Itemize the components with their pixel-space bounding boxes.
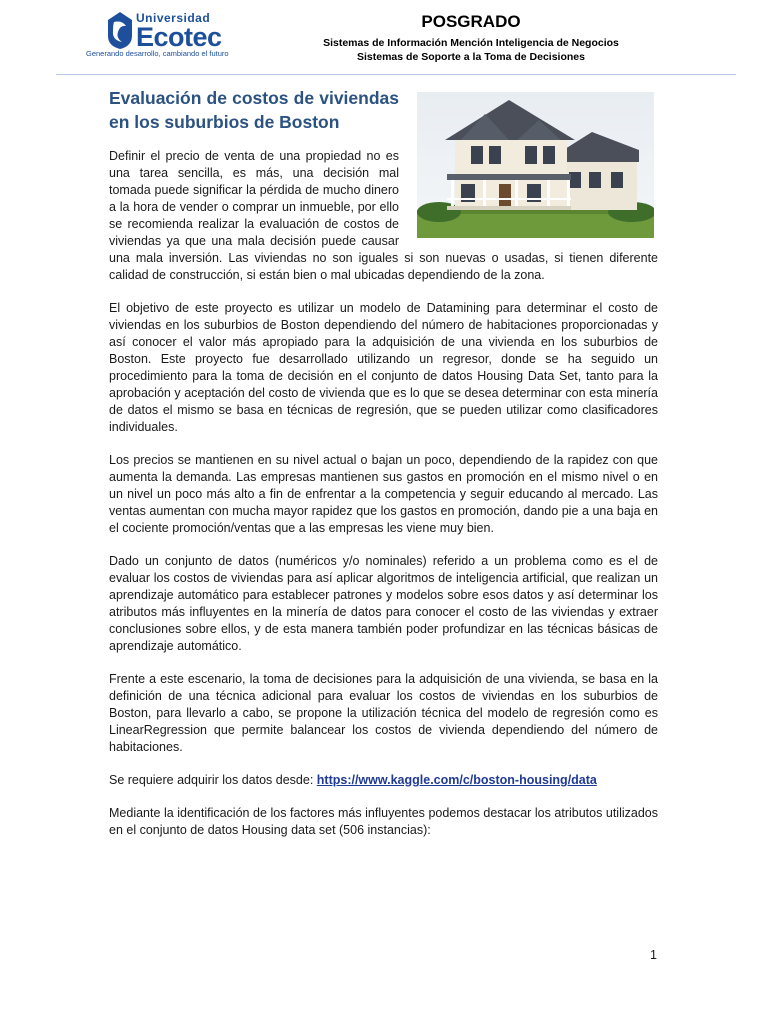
paragraph-5: Frente a este escenario, la toma de decisiones para la adquisición de una vivienda, se basa en la definición de una técnica adicional para evaluar los costos de viviendas en los suburbios de Boston, para llevarlo a cabo, se propone la utilización técnica del modelo de regresión como es LinearRegression que permite balancear los costos de vivienda dependiendo del número de habitaciones. (109, 672, 658, 754)
paragraph-2: El objetivo de este proyecto es utilizar un modelo de Datamining para determinar el costo de viviendas en los suburbios de Boston dependiendo del número de habitaciones proporcionadas y así conocer el valor más apropiado para la adquisición de una vivienda en los suburbios de Boston. Este proyecto fue desarrollado utilizando un regresor, donde se ha seguido un procedimiento para la toma de decisión en el conjunto de datos Housing Data Set, tanto para la aprobación y aceptación del costo de vivienda que es lo que se desea determinar con esta minería de datos el mismo se basa en técnicas de regresión, que se pueden utilizar como clasificadores individuales. (109, 301, 658, 434)
ecotec-logo-icon (106, 10, 134, 50)
paragraph-7: Mediante la identificación de los factores más influyentes podemos destacar los atributos utilizados en el conjunto de datos Housing data set (506 instancias): (109, 806, 658, 837)
paragraph-6 (109, 772, 658, 789)
page-number: 1 (650, 948, 657, 962)
logo-tagline: Generando desarrollo, cambiando el futuro (86, 49, 229, 58)
data-source-label: Se requiere adquirir los datos desde: (109, 773, 317, 787)
header-subtitle-2: Sistemas de Soporte a la Toma de Decisiones (357, 51, 585, 63)
article-title: Evaluación de costos de viviendas en los suburbios de Boston (109, 88, 399, 132)
article-body (109, 86, 658, 855)
paragraph-3: Los precios se mantienen en su nivel actual o bajan un poco, dependiendo de la rapidez con que aumenta la demanda. Las empresas mantienen sus gastos en promoción en el mismo nivel o en un nivel un poco más alto a fin de enfrentar a la competencia y seguir educando al mercado. Las ventas aumentan con mucha mayor rapidez que los gastos en promoción, dando pie a una baja en el cociente promoción/ventas que a las empresas les viene muy bien. (109, 453, 658, 535)
header-divider (56, 74, 736, 75)
header-text-block (290, 12, 652, 64)
logo-name-text: Ecotec (136, 22, 222, 52)
page-header (0, 0, 768, 78)
kaggle-data-link[interactable]: https://www.kaggle.com/c/boston-housing/data (316, 773, 597, 787)
logo-university-text: Universidad (136, 11, 211, 25)
university-logo (86, 8, 256, 60)
paragraph-4: Dado un conjunto de datos (numéricos y/o nominales) referido a un problema como es el de evaluar los costos de viviendas para así aplicar algoritmos de inteligencia artificial, que realizan un aprendizaje automático para establecer patrones y modelos sobre esos datos y así determinar los atributos más influyentes en la minería de datos para conocer el costo de las viviendas y extraer conclusiones sobre ellos, y de esta manera también poder profundizar en las técnicas básicas de aprendizaje automático. (109, 554, 658, 653)
header-title: POSGRADO (421, 12, 521, 31)
paragraph-1: Definir el precio de venta de una propiedad no es una tarea sencilla, es más, una decisión mal tomada puede significar la pérdida de mucho dinero a la hora de vender o comprar un inmueble, por ello se recomienda realizar la evaluación de costos de viviendas ya que una mala decisión puede causar una mala inversión. Las viviendas no son iguales si son nuevas o usadas, si tienen diferente calidad de construcción, si están bien o mal ubicadas dependiendo de la zona. (109, 149, 658, 282)
header-subtitle-1: Sistemas de Información Mención Inteligencia de Negocios (323, 37, 619, 49)
house-photo (417, 92, 654, 238)
